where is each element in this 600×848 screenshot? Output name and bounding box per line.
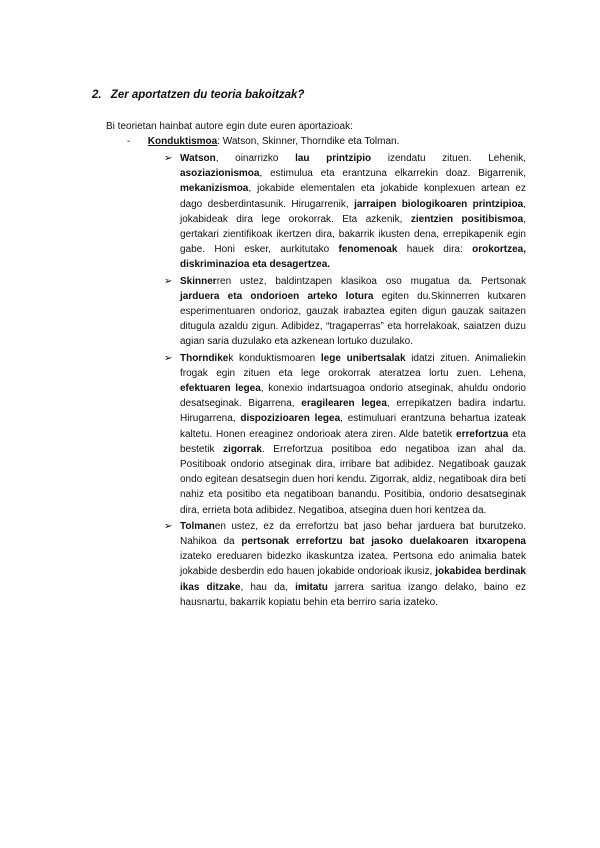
text-run: . Errefortzua positiboa edo negatiboa izan ahal da. Positiboak ondorio atseginak dira, irribare bat adibidez. Negatiboak gauzak ondo egitean desatsegin duen hori kendu. Zigorrak, aldiz, negatiboak dira beti nahiz eta positibo eta negatiboan banandu. Positibia, ondorio desatseginak dira, errieta bota adibidez. Negatiboa, atsegina duen hori kentzea da.	[180, 443, 526, 516]
intro-paragraph: Bi teorietan hainbat autore egin dute euren aportazioak:	[106, 121, 353, 132]
subsection-line	[127, 136, 399, 147]
bold-term: mekanizismoa	[180, 183, 249, 195]
bold-term: jokabidea berdinak ikas ditzake	[180, 566, 526, 593]
list-item-skinner	[164, 274, 526, 350]
list-item-watson	[164, 151, 526, 273]
text-run: , jokabideak dira lege orokorrak. Eta azkenik,	[180, 198, 526, 225]
bold-term: zigorrak	[223, 443, 262, 455]
text-run: eta bestetik	[180, 428, 526, 455]
text-run: , konexio indartsuagoa ondorio atseginak, ahuldu ondorio desatseginak. Bigarrena,	[180, 383, 526, 410]
bold-term: asoziazionismoa	[180, 168, 260, 180]
arrow-bullet-icon: ➢	[164, 275, 173, 287]
arrow-bullet-icon: ➢	[164, 520, 173, 532]
subsection-term: Konduktismoa	[147, 136, 218, 147]
text-run: , errepikatzen badira indartu. Hirugarrena,	[180, 398, 527, 425]
text-run: , gertakari zientifikoak ikertzen dira, bakarrik ikusten dena, errepikapenik egin gabe. Honi esker, aurkitutako	[180, 213, 526, 256]
text-run: k konduktismoaren	[228, 352, 321, 364]
text-run: , jokabide elementalen eta jokabide konplexuen artean ez dago desberdintasunik. Hirugarrenik,	[180, 183, 526, 210]
text-run: hauek dira:	[397, 244, 473, 256]
list-dash: -	[127, 136, 131, 147]
text-run: izendatu zituen. Lehenik,	[371, 153, 526, 164]
item-text	[180, 521, 526, 608]
arrow-bullet-icon: ➢	[164, 352, 173, 364]
bold-term: errefortzua	[456, 428, 509, 440]
section-number: 2.	[92, 89, 102, 101]
bold-term: Skinner	[180, 275, 217, 287]
bold-term: pertsonak errefortzu bat jasoko duelakoaren itxaropena	[241, 536, 526, 548]
bold-term: imitatu	[295, 581, 328, 593]
text-run: , estimuluari erantzuna behartua izateak kaltetu. Honen ereaginez ondorioak atera ziren. Alde batetik	[180, 413, 526, 440]
text-run: ren ustez, baldintzapen klasikoa oso mugatua da. Pertsonak	[216, 275, 526, 287]
section-heading	[92, 89, 304, 101]
bold-term: jarraipen biologikoaren printzipioa	[354, 198, 524, 210]
bold-term: fenomenoak	[338, 244, 398, 256]
bold-term: eragilearen legea	[301, 398, 387, 410]
arrow-bullet-icon: ➢	[164, 153, 173, 164]
text-run: , hau da,	[240, 581, 296, 593]
section-title: Zer aportatzen du teoria bakoitzak?	[110, 89, 305, 101]
text-run: idatzi zituen. Animaliekin frogak egin zituen eta lege orokorrak ateratzea lortu zuen. Lehena,	[180, 352, 526, 379]
item-text	[180, 276, 526, 348]
bold-term: orokortzea, diskriminazioa eta desagertzea.	[180, 244, 526, 271]
author-list	[164, 151, 526, 611]
list-item-thorndike	[164, 351, 526, 518]
bold-term: dispozizioaren legea	[240, 413, 341, 425]
text-run: egiten du.Skinnerren kutxaren esperimentuaren ondorioz, gauzak irabaztea egiten digun gauzak saitazen ditugula azaldu zigun. Adibidez, “tragaperras” eta horrelakoak, saiatzen duzu agian saria duzulako eta azkenean lortuko duzulako.	[180, 290, 526, 348]
bold-term: lege unibertsalak	[320, 352, 406, 364]
bold-term: zientzien positibismoa	[410, 213, 524, 225]
text-run: en ustez, ez da errefortzu bat jaso behar jarduera bat burutzeko. Nahikoa da	[180, 520, 526, 548]
bold-term: efektuaren legea	[180, 383, 261, 395]
text-run: , estimulua eta erantzuna elkarrekin doaz. Bigarrenik,	[259, 168, 526, 180]
text-run: , oinarrizko	[215, 153, 296, 164]
bold-term: Watson	[180, 153, 216, 164]
item-text	[180, 353, 526, 516]
list-item-tolman	[164, 519, 526, 610]
item-text	[180, 153, 526, 270]
bold-term: Thorndike	[180, 352, 229, 364]
bold-term: lau printzipio	[295, 153, 372, 164]
bold-term: jarduera eta ondorioen arteko lotura	[180, 290, 374, 302]
text-run: jarrera saritua izango delako, baino ez hausnartu, bakarrik kopiatu behin eta berriro saria izateko.	[180, 581, 526, 608]
text-run: izateko ereduaren bidezko ikaskuntza izatea. Pertsona edo animalia batek jokabide desberdin edo hauen jokabide ondorioak ikusiz,	[180, 551, 526, 578]
subsection-rest: : Watson, Skinner, Thorndike eta Tolman.	[217, 136, 400, 147]
bold-term: Tolman	[180, 520, 215, 532]
